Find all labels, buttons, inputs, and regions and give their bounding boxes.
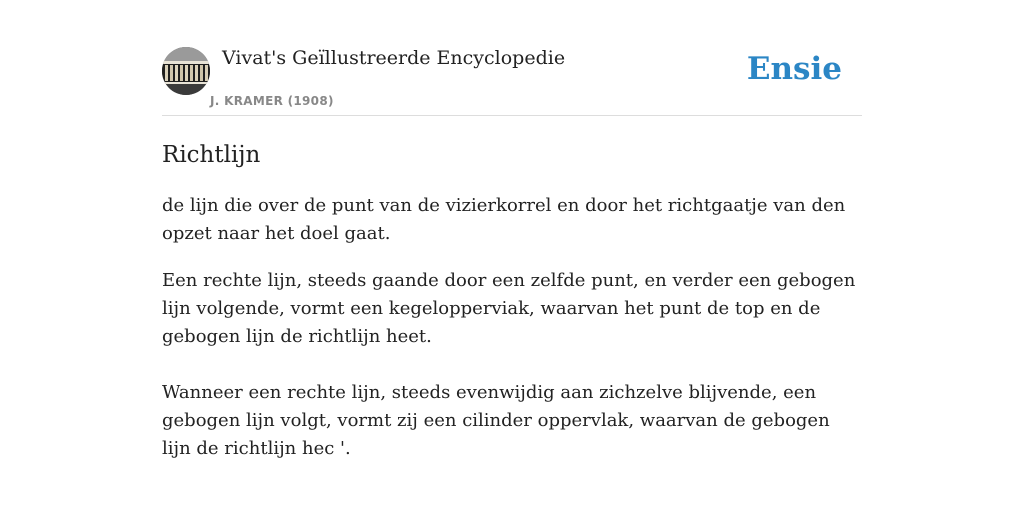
entry-title: Richtlijn — [162, 142, 261, 168]
bookshelf-icon — [162, 47, 210, 95]
entry-paragraph: de lijn die over de punt van de vizierkorrel en door het richtgaatje van den opzet naar het doel gaat. — [162, 195, 846, 244]
ensie-logo[interactable]: Ensie — [746, 51, 842, 87]
entry-content — [162, 192, 862, 482]
source-title[interactable]: Vivat's Geïllustreerde Encyclopedie — [222, 47, 566, 69]
source-header — [162, 0, 862, 116]
page — [162, 0, 862, 459]
source-author: J. KRAMER (1908) — [210, 94, 334, 108]
entry-paragraph: Wanneer een rechte lijn, steeds evenwijdig aan zichzelve blijvende, een gebogen lijn volgt, vormt zij een cilinder oppervlak, waarvan de gebogen lijn de richtlijn hec '. — [162, 382, 830, 459]
source-avatar[interactable] — [162, 47, 210, 95]
entry-paragraph: Een rechte lijn, steeds gaande door een zelfde punt, en verder een gebogen lijn volgende, vormt een kegelopperviak, waarvan het punt de top en de gebogen lijn de richtlijn heet. — [162, 270, 856, 347]
